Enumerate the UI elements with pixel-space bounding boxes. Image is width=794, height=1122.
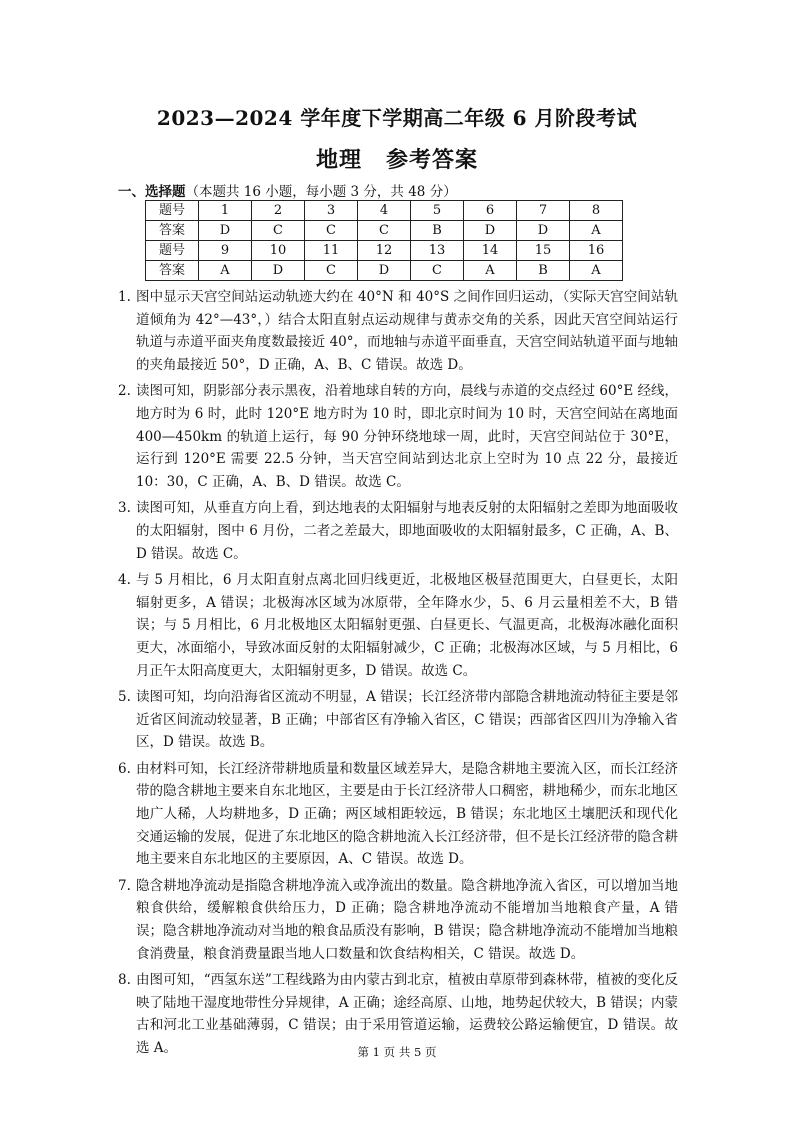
answer-table-cell: 12 bbox=[358, 241, 411, 261]
answer-table-cell: D bbox=[252, 261, 305, 281]
exam-subtitle bbox=[0, 143, 794, 174]
explanation-item bbox=[118, 569, 678, 682]
explanation-text: 由材料可知，长江经济带耕地质量和数量区域差异大，是隐含耕地主要流入区，而长江经济带的隐含耕地主要来自东北地区，主要是由于长江经济带人口稠密，耕地稀少，而东北地区地广人稀，人均耕地多，D 正确；两区域相距较远，B 错误；东北地区土壤肥沃和现代化交通运输的发展，促进了东北地区的隐含耕地流入长江经济带，但不是长江经济带的隐含耕地主要来自东北地区的主要原因，A、C 错误。故选 D。 bbox=[136, 760, 678, 868]
answer-table-cell: A bbox=[570, 261, 623, 281]
answer-table-header-cell: 答案 bbox=[146, 221, 199, 241]
explanation-number: 3. bbox=[118, 500, 131, 517]
explanation-item bbox=[118, 875, 678, 965]
answer-table-cell: C bbox=[305, 261, 358, 281]
answer-table-cell: 9 bbox=[199, 241, 252, 261]
answer-table-row bbox=[146, 261, 623, 281]
explanation-text: 读图可知，从垂直方向上看，到达地表的太阳辐射与地表反射的太阳辐射之差即为地面吸收的太阳辐射，图中 6 月份，二者之差最大，即地面吸收的太阳辐射最多，C 正确，A、B、D 错误。故选 C。 bbox=[136, 500, 678, 562]
explanation-text: 读图可知，均向沿海省区流动不明显，A 错误；长江经济带内部隐含耕地流动特征主要是邻近省区间流动较显著，B 正确；中部省区有净输入省区，C 错误；西部省区四川为净输入省区，D 错误。故选 B。 bbox=[136, 689, 678, 751]
answer-table-cell: A bbox=[570, 221, 623, 241]
answer-table-cell: A bbox=[199, 261, 252, 281]
answer-table-cell: 2 bbox=[252, 201, 305, 221]
explanation-number: 5. bbox=[118, 689, 131, 706]
answer-table-cell: 4 bbox=[358, 201, 411, 221]
answer-table-row bbox=[146, 201, 623, 221]
explanation-text: 读图可知，阴影部分表示黑夜，沿着地球自转的方向，晨线与赤道的交点经过 60°E 经线，地方时为 6 时，此时 120°E 地方时为 10 时，即北京时间为 10 时，天宫空间站在离地面 400—450km 的轨道上运行，每 90 分钟环绕地球一周，此时，天宫空间站位于 30°E，运行到 120°E 需要 22.5 分钟，当天宫空间站到达北京上空时为 10 点 22 分，最接近 10：30，C 正确，A、B、D 错误。故选 C。 bbox=[136, 383, 678, 490]
explanation-number: 8. bbox=[118, 972, 131, 989]
explanation-item bbox=[118, 286, 678, 376]
answer-table-cell: D bbox=[358, 261, 411, 281]
answer-table bbox=[145, 200, 623, 281]
answer-table-cell: 5 bbox=[411, 201, 464, 221]
answer-table-row bbox=[146, 221, 623, 241]
answer-table-cell: B bbox=[411, 221, 464, 241]
explanation-text: 图中显示天宫空间站运动轨迹大约在 40°N 和 40°S 之间作回归运动，（实际天宫空间站轨道倾角为 42°—43°，）结合太阳直射点运动规律与黄赤交角的关系，因此天宫空间站运行轨道与赤道平面夹角度数最接近 40°，而地轴与赤道平面垂直，天宫空间站轨道平面与地轴的夹角最接近 50°，D 正确，A、B、C 错误。故选 D。 bbox=[136, 289, 678, 373]
answer-table-header-cell: 题号 bbox=[146, 201, 199, 221]
subject-label: 地理 bbox=[315, 147, 362, 173]
answer-table-cell: 15 bbox=[517, 241, 570, 261]
answer-table-cell: 1 bbox=[199, 201, 252, 221]
explanation-number: 1. bbox=[118, 289, 131, 305]
answer-key-label: 参考答案 bbox=[386, 147, 479, 173]
explanation-text: 隐含耕地净流动是指隐含耕地净流入或净流出的数量。隐含耕地净流入省区，可以增加当地粮食供给，缓解粮食供给压力，D 正确；隐含耕地净流动不能增加当地粮食产量，A 错误；隐含耕地净流动对当地的粮食品质没有影响，B 错误；隐含耕地净流动不能增加当地粮食消费量，粮食消费量跟当地人口数量和饮食结构相关，C 错误。故选 D。 bbox=[136, 877, 678, 962]
answer-table-cell: 7 bbox=[517, 201, 570, 221]
section-label: 一、选择题 bbox=[118, 184, 186, 200]
answer-table-row bbox=[146, 241, 623, 261]
explanation-number: 6. bbox=[118, 760, 131, 777]
answer-table-cell: 14 bbox=[464, 241, 517, 261]
explanation-item bbox=[118, 758, 678, 871]
answer-table-cell: D bbox=[464, 221, 517, 241]
explanation-item bbox=[118, 497, 678, 565]
answer-table-cell: 6 bbox=[464, 201, 517, 221]
explanation-list bbox=[118, 286, 678, 1064]
answer-table-cell: 10 bbox=[252, 241, 305, 261]
exam-title: 2023—2024 学年度下学期高二年级 6 月阶段考试 bbox=[156, 106, 638, 130]
answer-table-cell: D bbox=[199, 221, 252, 241]
explanation-number: 4. bbox=[118, 572, 131, 589]
explanation-item bbox=[118, 380, 678, 493]
answer-table-header-cell: 答案 bbox=[146, 261, 199, 281]
answer-table-cell: 13 bbox=[411, 241, 464, 261]
explanation-number: 7. bbox=[118, 877, 131, 894]
page-footer: 第 1 页 共 5 页 bbox=[357, 1045, 437, 1059]
answer-table-cell: 8 bbox=[570, 201, 623, 221]
answer-table-cell: 3 bbox=[305, 201, 358, 221]
answer-table-cell: 16 bbox=[570, 241, 623, 261]
section-heading bbox=[118, 180, 457, 200]
answer-table-cell: 11 bbox=[305, 241, 358, 261]
explanation-text: 由图可知，“西氢东送”工程线路为由内蒙古到北京，植被由草原带到森林带，植被的变化反映了陆地干湿度地带性分异规律，A 正确；途经高原、山地，地势起伏较大，B 错误；内蒙古和河北工业基础薄弱，C 错误；由于采用管道运输，运费较公路运输便宜，D 错误。故选 A。 bbox=[136, 972, 678, 1056]
explanation-text: 与 5 月相比，6 月太阳直射点离北回归线更近，北极地区极昼范围更大，白昼更长，太阳辐射更多，A 错误；北极海冰区域为冰原带，全年降水少，5、6 月云量相差不大，B 错误；与 5 月相比，6 月北极地区太阳辐射更强、白昼更长、气温更高，北极海冰融化面积更大，冰面缩小，导致冰面反射的太阳辐射减少，C 正确；北极海冰区域，与 5 月相比，6 月正午太阳高度更大，太阳辐射更多，D 错误。故选 C。 bbox=[136, 572, 678, 679]
answer-table-cell: C bbox=[411, 261, 464, 281]
answer-table-cell: A bbox=[464, 261, 517, 281]
answer-table-cell: C bbox=[252, 221, 305, 241]
answer-table-cell: B bbox=[517, 261, 570, 281]
section-note: （本题共 16 小题，每小题 3 分，共 48 分） bbox=[185, 184, 457, 200]
explanation-number: 2. bbox=[118, 383, 131, 400]
answer-table-cell: C bbox=[358, 221, 411, 241]
answer-table-header-cell: 题号 bbox=[146, 241, 199, 261]
answer-table-cell: C bbox=[305, 221, 358, 241]
explanation-item bbox=[118, 686, 678, 754]
answer-table-cell: D bbox=[517, 221, 570, 241]
